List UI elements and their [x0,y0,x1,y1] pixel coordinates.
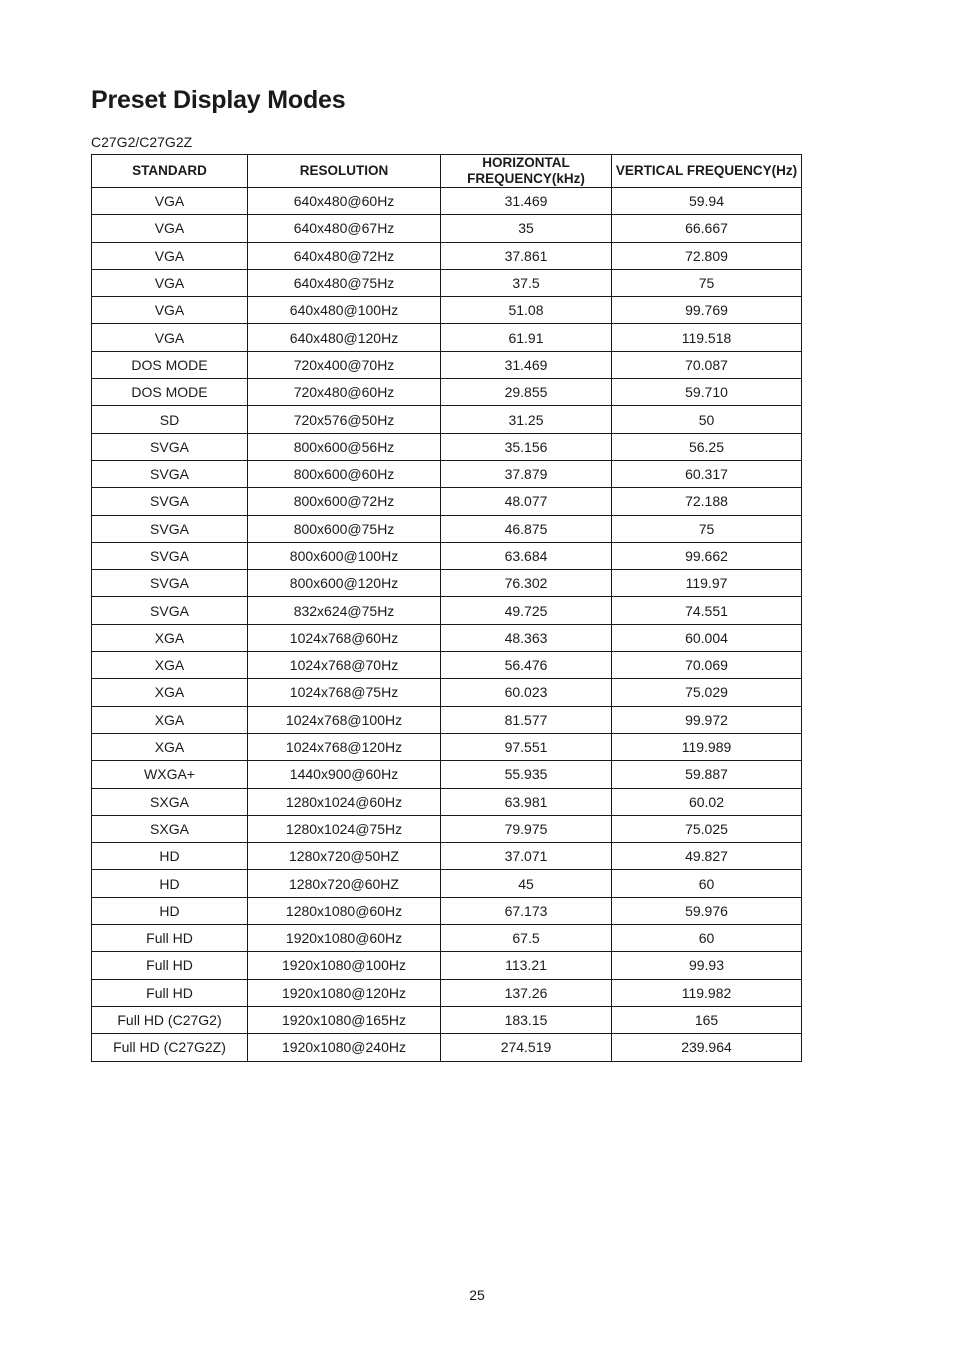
cell-vertical-frequency: 119.982 [612,979,802,1006]
cell-horizontal-frequency: 76.302 [441,570,612,597]
cell-resolution: 1024x768@70Hz [248,652,441,679]
cell-vertical-frequency: 60.317 [612,460,802,487]
cell-standard: HD [92,843,248,870]
cell-horizontal-frequency: 48.077 [441,488,612,515]
cell-horizontal-frequency: 274.519 [441,1034,612,1061]
model-label: C27G2/C27G2Z [91,134,193,150]
table-row [92,515,802,542]
cell-horizontal-frequency: 63.981 [441,788,612,815]
cell-standard: Full HD [92,925,248,952]
cell-standard: Full HD (C27G2) [92,1006,248,1033]
cell-resolution: 640x480@67Hz [248,215,441,242]
cell-vertical-frequency: 72.809 [612,242,802,269]
cell-resolution: 1280x1024@60Hz [248,788,441,815]
cell-resolution: 640x480@75Hz [248,269,441,296]
cell-resolution: 720x400@70Hz [248,351,441,378]
cell-standard: SXGA [92,788,248,815]
page-title: Preset Display Modes [91,86,346,114]
table-row [92,1006,802,1033]
table-row [92,488,802,515]
cell-resolution: 720x576@50Hz [248,406,441,433]
cell-standard: SXGA [92,815,248,842]
table-row [92,815,802,842]
cell-standard: SVGA [92,570,248,597]
cell-horizontal-frequency: 60.023 [441,679,612,706]
cell-vertical-frequency: 60.004 [612,624,802,651]
cell-standard: XGA [92,733,248,760]
cell-standard: SVGA [92,460,248,487]
cell-standard: SVGA [92,597,248,624]
cell-horizontal-frequency: 137.26 [441,979,612,1006]
cell-resolution: 800x600@56Hz [248,433,441,460]
cell-vertical-frequency: 239.964 [612,1034,802,1061]
cell-horizontal-frequency: 51.08 [441,297,612,324]
cell-resolution: 800x600@120Hz [248,570,441,597]
cell-horizontal-frequency: 63.684 [441,542,612,569]
cell-horizontal-frequency: 37.5 [441,269,612,296]
cell-vertical-frequency: 75.029 [612,679,802,706]
table-row [92,679,802,706]
cell-resolution: 800x600@60Hz [248,460,441,487]
table-row [92,269,802,296]
table-row [92,597,802,624]
cell-vertical-frequency: 59.887 [612,761,802,788]
cell-vertical-frequency: 59.976 [612,897,802,924]
cell-horizontal-frequency: 45 [441,870,612,897]
cell-resolution: 1024x768@75Hz [248,679,441,706]
cell-horizontal-frequency: 35 [441,215,612,242]
cell-horizontal-frequency: 29.855 [441,379,612,406]
cell-horizontal-frequency: 67.173 [441,897,612,924]
cell-vertical-frequency: 74.551 [612,597,802,624]
preset-modes-table [91,154,802,1062]
cell-resolution: 640x480@100Hz [248,297,441,324]
cell-vertical-frequency: 56.25 [612,433,802,460]
table-row [92,706,802,733]
cell-horizontal-frequency: 31.469 [441,188,612,215]
cell-horizontal-frequency: 37.879 [441,460,612,487]
table-row [92,652,802,679]
table-row [92,379,802,406]
table-row [92,324,802,351]
cell-standard: SVGA [92,488,248,515]
cell-vertical-frequency: 70.069 [612,652,802,679]
cell-standard: VGA [92,188,248,215]
cell-vertical-frequency: 59.94 [612,188,802,215]
cell-standard: XGA [92,706,248,733]
cell-horizontal-frequency: 183.15 [441,1006,612,1033]
cell-standard: VGA [92,269,248,296]
cell-vertical-frequency: 59.710 [612,379,802,406]
cell-horizontal-frequency: 61.91 [441,324,612,351]
cell-vertical-frequency: 66.667 [612,215,802,242]
cell-horizontal-frequency: 81.577 [441,706,612,733]
table-body [92,188,802,1062]
page-number: 25 [469,1287,485,1303]
cell-standard: SD [92,406,248,433]
cell-vertical-frequency: 119.518 [612,324,802,351]
table-row [92,570,802,597]
cell-resolution: 640x480@72Hz [248,242,441,269]
cell-resolution: 1920x1080@100Hz [248,952,441,979]
table-row [92,843,802,870]
cell-resolution: 1920x1080@60Hz [248,925,441,952]
cell-horizontal-frequency: 97.551 [441,733,612,760]
cell-resolution: 1024x768@60Hz [248,624,441,651]
table-row [92,624,802,651]
cell-resolution: 1024x768@120Hz [248,733,441,760]
table-row [92,897,802,924]
cell-vertical-frequency: 75 [612,515,802,542]
cell-resolution: 832x624@75Hz [248,597,441,624]
cell-resolution: 1440x900@60Hz [248,761,441,788]
table-row [92,460,802,487]
cell-standard: VGA [92,297,248,324]
cell-horizontal-frequency: 37.071 [441,843,612,870]
cell-standard: Full HD (C27G2Z) [92,1034,248,1061]
cell-resolution: 1280x1024@75Hz [248,815,441,842]
cell-standard: DOS MODE [92,351,248,378]
cell-horizontal-frequency: 49.725 [441,597,612,624]
cell-resolution: 640x480@120Hz [248,324,441,351]
cell-standard: Full HD [92,952,248,979]
table-row [92,242,802,269]
cell-vertical-frequency: 60.02 [612,788,802,815]
cell-vertical-frequency: 99.769 [612,297,802,324]
table-row [92,788,802,815]
table-row [92,1034,802,1061]
cell-standard: Full HD [92,979,248,1006]
cell-vertical-frequency: 99.972 [612,706,802,733]
table-row [92,925,802,952]
cell-vertical-frequency: 99.662 [612,542,802,569]
cell-standard: XGA [92,624,248,651]
table-row [92,188,802,215]
cell-standard: HD [92,897,248,924]
cell-vertical-frequency: 60 [612,870,802,897]
cell-resolution: 1280x720@60HZ [248,870,441,897]
cell-standard: VGA [92,324,248,351]
cell-vertical-frequency: 165 [612,1006,802,1033]
header-vertical-frequency: VERTICAL FREQUENCY(Hz) [612,155,802,188]
cell-vertical-frequency: 72.188 [612,488,802,515]
table-header [92,155,802,188]
cell-vertical-frequency: 119.97 [612,570,802,597]
cell-resolution: 640x480@60Hz [248,188,441,215]
cell-standard: XGA [92,652,248,679]
cell-resolution: 1280x1080@60Hz [248,897,441,924]
cell-standard: SVGA [92,542,248,569]
cell-horizontal-frequency: 31.469 [441,351,612,378]
cell-resolution: 1280x720@50HZ [248,843,441,870]
cell-resolution: 1920x1080@120Hz [248,979,441,1006]
cell-vertical-frequency: 60 [612,925,802,952]
header-horizontal-frequency: HORIZONTAL FREQUENCY(kHz) [441,155,612,188]
cell-standard: VGA [92,242,248,269]
cell-horizontal-frequency: 35.156 [441,433,612,460]
cell-resolution: 800x600@75Hz [248,515,441,542]
cell-standard: DOS MODE [92,379,248,406]
cell-resolution: 1024x768@100Hz [248,706,441,733]
header-standard: STANDARD [92,155,248,188]
cell-resolution: 1920x1080@240Hz [248,1034,441,1061]
header-resolution: RESOLUTION [248,155,441,188]
cell-standard: SVGA [92,433,248,460]
cell-horizontal-frequency: 56.476 [441,652,612,679]
cell-standard: XGA [92,679,248,706]
cell-vertical-frequency: 75.025 [612,815,802,842]
cell-horizontal-frequency: 37.861 [441,242,612,269]
table-row [92,761,802,788]
table-row [92,979,802,1006]
table-row [92,433,802,460]
cell-horizontal-frequency: 48.363 [441,624,612,651]
cell-vertical-frequency: 119.989 [612,733,802,760]
table-row [92,870,802,897]
table-row [92,952,802,979]
cell-resolution: 720x480@60Hz [248,379,441,406]
cell-vertical-frequency: 99.93 [612,952,802,979]
cell-horizontal-frequency: 79.975 [441,815,612,842]
cell-standard: VGA [92,215,248,242]
table-row [92,297,802,324]
table-row [92,351,802,378]
cell-vertical-frequency: 49.827 [612,843,802,870]
cell-horizontal-frequency: 31.25 [441,406,612,433]
cell-horizontal-frequency: 46.875 [441,515,612,542]
cell-horizontal-frequency: 113.21 [441,952,612,979]
cell-horizontal-frequency: 55.935 [441,761,612,788]
cell-resolution: 800x600@72Hz [248,488,441,515]
cell-resolution: 1920x1080@165Hz [248,1006,441,1033]
cell-standard: HD [92,870,248,897]
table-row [92,406,802,433]
cell-vertical-frequency: 75 [612,269,802,296]
cell-horizontal-frequency: 67.5 [441,925,612,952]
cell-vertical-frequency: 70.087 [612,351,802,378]
table-row [92,542,802,569]
header-row [92,155,802,188]
cell-vertical-frequency: 50 [612,406,802,433]
cell-standard: SVGA [92,515,248,542]
table-row [92,733,802,760]
cell-standard: WXGA+ [92,761,248,788]
cell-resolution: 800x600@100Hz [248,542,441,569]
table-row [92,215,802,242]
